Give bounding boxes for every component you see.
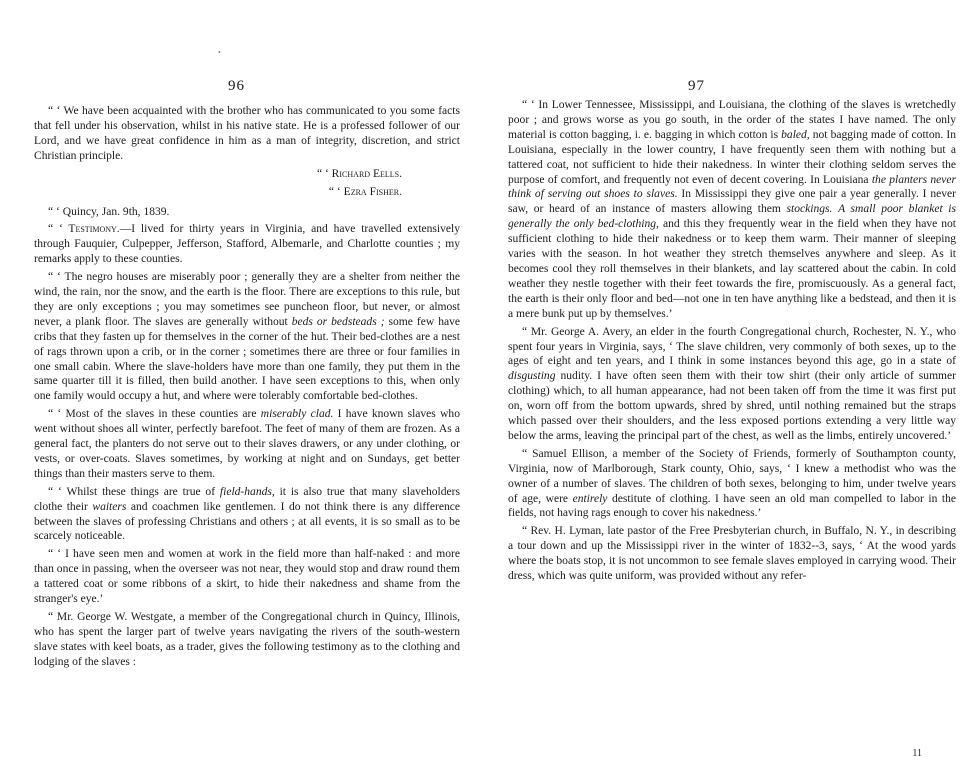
page-number: 96: [228, 78, 245, 94]
paragraph: “ ‘ The negro houses are miserably poor ; generally they are a shelter from neither the wind, the rain, nor the snow, and the earth is the floor. There are exceptions to this rule, but they are only exceptions ; you may sometimes see puncheon floor, but never, or almost never, a plank floor. The slaves are generally without beds or bedsteads ; some few have cribs that they fasten up for themselves in the corner of the hut. Their bed-clothes are a nest of rags thrown upon a crib, or in the corner ; sometimes there are three or four families in one small cabin. Where the slave-holders have more than one family, they put them in the same quarter till it is filled, then build another. I have seen exceptions to this, when only one family would occupy a hut, and where were tolerably comfortable bed-clothes.: [34, 271, 460, 403]
emphasis: A small poor blanket is generally the only bed-clothing,: [508, 203, 957, 231]
paragraph: “ Mr. George A. Avery, an elder in the fourth Congregational church, Rochester, N. Y., who spent four years in Virginia, says, ‘ The slave children, very commonly of both sexes, up to the ages of eight and ten years, and I think in some instances beyond this age, go in a state of disgusting nudity. I have often seen them with their tow shirt (their only article of summer clothing) which, to all human appearance, had not been taken off from the time it was first put on, worn off from the bottom upwards, shred by shred, until nothing remained but the straps which passed over their shoulders, and the less exposed portions extending a very little way below the arms, leaving the principal part of the chest, as well as the limbs, entirely uncovered.’: [508, 325, 956, 442]
testimony-heading: “ ‘ Testimony.: [48, 223, 120, 236]
signature-line: “ ‘ Ezra Fisher.: [328, 185, 402, 198]
paragraph: “ ‘ Most of the slaves in these counties are miserably clad. I have known slaves who went without shoes all winter, perfectly barefoot. The feet of many of them are frozen. As a general fact, the planters do not serve out to their slaves drawers, or any under clothing, or vests, or over-coats. Slaves sometimes, by working at night and on Sundays, get better things than their masters serve to them.: [34, 408, 460, 480]
paper-speck: •: [218, 48, 221, 57]
emphasis: entirely: [572, 492, 608, 505]
paragraph: “ ‘ We have been acquainted with the brother who has communicated to you some facts that fell under his observation, whilst in his native state. He is a professed follower of our Lord, and we have great confidence in him as a man of integrity, discretion, and strict Christian principle.: [34, 105, 460, 162]
emphasis: disgusting: [508, 370, 556, 383]
paragraph: “ ‘ I have seen men and women at work in the field more than half-naked : and more than once in passing, when the overseer was not near, they would stop and draw round them a tattered coat or some ribbons of a skirt, to hide their nakedness and shame from the stranger's eye.’: [34, 548, 460, 606]
emphasis: baled,: [781, 128, 810, 141]
emphasis: waiters: [92, 500, 127, 513]
emphasis: beds or bedsteads ;: [291, 315, 385, 328]
paragraph: “ Samuel Ellison, a member of the Society of Friends, formerly of Southampton county, Virginia, now of Marlborough, Stark county, Ohio, says, ‘ I knew a methodist who was the owner of a number of slaves. The children of both sexes, belonging to him, under twelve years of age, were entirely destitute of clothing. I have seen an old man compelled to labor in the fields, not having rags enough to cover his nakedness.’: [508, 447, 956, 520]
paragraph: “ Mr. George W. Westgate, a member of the Congregational church in Quincy, Illinois, who has spent the larger part of twelve years navigating the rivers of the south-western slave states with keel boats, as a trader, gives the following testimony as to the clothing and lodging of the slaves :: [34, 611, 460, 668]
emphasis: miserably clad.: [260, 408, 334, 421]
emphasis: the planters never think of serving out shoes to slaves.: [508, 173, 957, 201]
signature-mark: 11: [912, 748, 922, 759]
right-page: [490, 0, 980, 763]
paragraph: “ ‘ In Lower Tennessee, Mississippi, and Louisiana, the clothing of the slaves is wretchedly poor ; and grows worse as you go south, in the order of the states I have named. The only material is cotton bagging, i. e. bagging in which cotton is baled, not bagging made of cotton. In Louisiana, especially in the lower country, I have frequently seen them with nothing but a tattered coat, not sufficient to hide their nakedness. In winter their clothing seldom serves the purpose of comfort, and frequently not even of decent covering. In Louisiana the planters never think of serving out shoes to slaves. In Mississippi they give one pair a year generally. I never saw, or heard of an instance of masters allowing them stockings. A small poor blanket is generally the only bed-clothing, and this they frequently wear in the field when they have not sufficient clothing to hide their nakedness or to keep them warm. Their manner of sleeping varies with the season. In hot weather they stretch themselves anywhere and sleep. As it becomes cool they roll themselves in their blankets, and lay scattered about the cabin. In cold weather they nestle together with their feet towards the fire, promiscuously. As a general fact, the earth is their only floor and bed—not one in ten have anything like a bedstead, and then it is a mere bunk put up by themselves.’: [508, 99, 957, 320]
dateline: “ ‘ Quincy, Jan. 9th, 1839.: [48, 206, 170, 219]
page-number: 97: [688, 78, 705, 94]
paragraph: “ Rev. H. Lyman, late pastor of the Free Presbyterian church, in Buffalo, N. Y., in describing a tour down and up the Mississippi river in the winter of 1832--3, says, ‘ At the wood yards where the boats stop, it is not uncommon to see female slaves employed in carrying wood. Their dress, which was quite uniform, was provided without any refer-: [508, 525, 956, 583]
signature-line: “ ‘ Richard Eells.: [316, 167, 402, 180]
right-page-text: [490, 98, 980, 587]
emphasis: stockings.: [786, 203, 833, 216]
paragraph: “ ‘ Testimony.—I lived for thirty years in Virginia, and have travelled extensively through Fauquier, Culpepper, Jefferson, Stafford, Albemarle, and Charlotte counties ; my remarks apply to these counties.: [34, 223, 461, 266]
left-page-text: [0, 104, 490, 673]
paragraph: “ ‘ Whilst these things are true of field-hands, it is also true that many slaveholders clothe their waiters and coachmen like gentlemen. I do not think there is any difference between the slaves of professing Christians and others ; at all events, it is so small as to be scarcely noticeable.: [34, 485, 461, 543]
emphasis: field-hands,: [219, 485, 275, 498]
